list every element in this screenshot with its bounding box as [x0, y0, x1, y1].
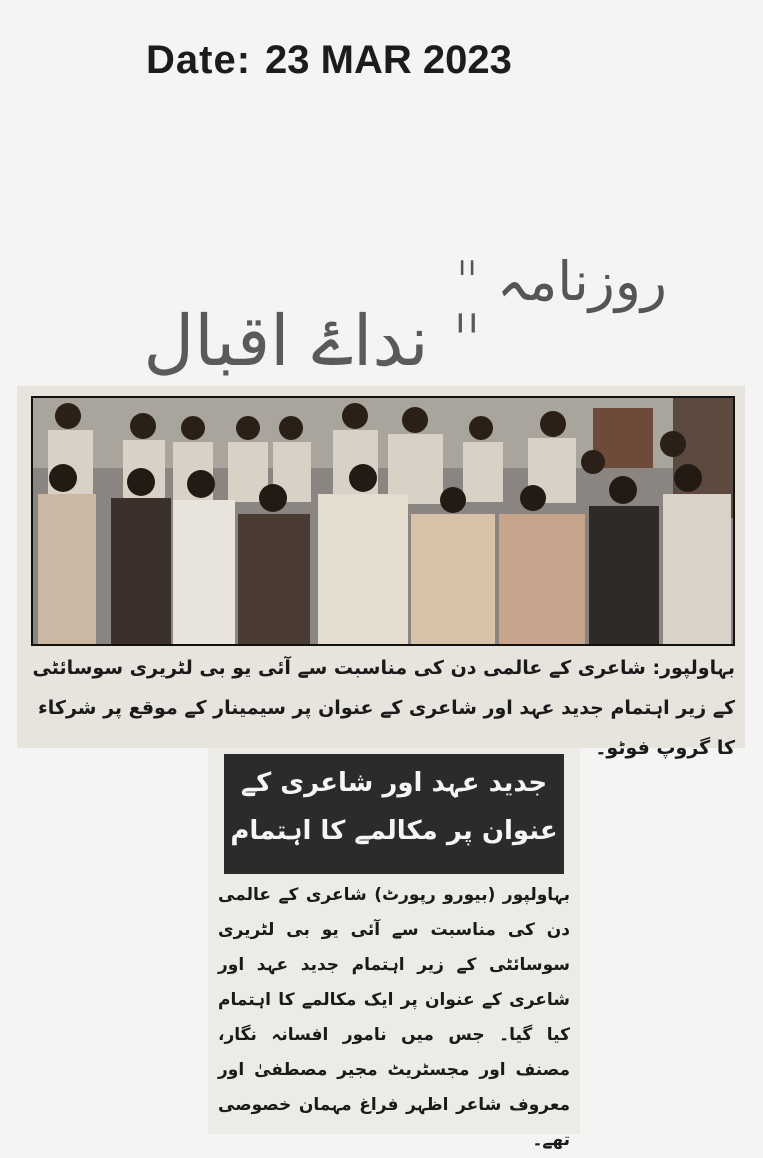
date-value: 23 MAR 2023: [265, 38, 512, 82]
photo-caption: بہاولپور: شاعری کے عالمی دن کی مناسبت سے آئی یو بی لٹریری سوسائٹی کے زیر اہتمام جدید عہد اور شاعری کے عنوان پر سیمینار کے موقع پر شرکاء کا گروپ فوٹو۔: [32, 657, 735, 759]
group-photo: [31, 396, 735, 646]
article-clipping: [208, 748, 580, 1150]
article-body: بہاولپور (بیورو رپورٹ) شاعری کے عالمی دن کی مناسبت سے آئی یو بی لٹریری سوسائٹی کے زیر اہتمام جدید عہد اور شاعری کے عنوان پر ایک مکالمے کا اہتمام کیا گیا۔ جس میں نامور افسانہ نگار، مصنف اور مجسٹریٹ مجیر مصطفیٰ اور معروف شاعر اظہر فراغ مہمان خصوصی تھے۔: [218, 885, 570, 1150]
newspaper-name-line1: روزنامہ ": [454, 250, 667, 313]
headline-line2: عنوان پر مکالمے کا اہتمام: [230, 816, 558, 846]
photo-clipping: [17, 386, 745, 759]
date-stamp: [146, 38, 512, 83]
group-photo-image: [33, 398, 733, 644]
article-headline: [224, 754, 564, 874]
date-label: Date:: [146, 38, 252, 82]
headline-line1: جدید عہد اور شاعری کے: [240, 768, 548, 798]
newspaper-name-line2: " نداۓ اقبال: [143, 300, 483, 382]
